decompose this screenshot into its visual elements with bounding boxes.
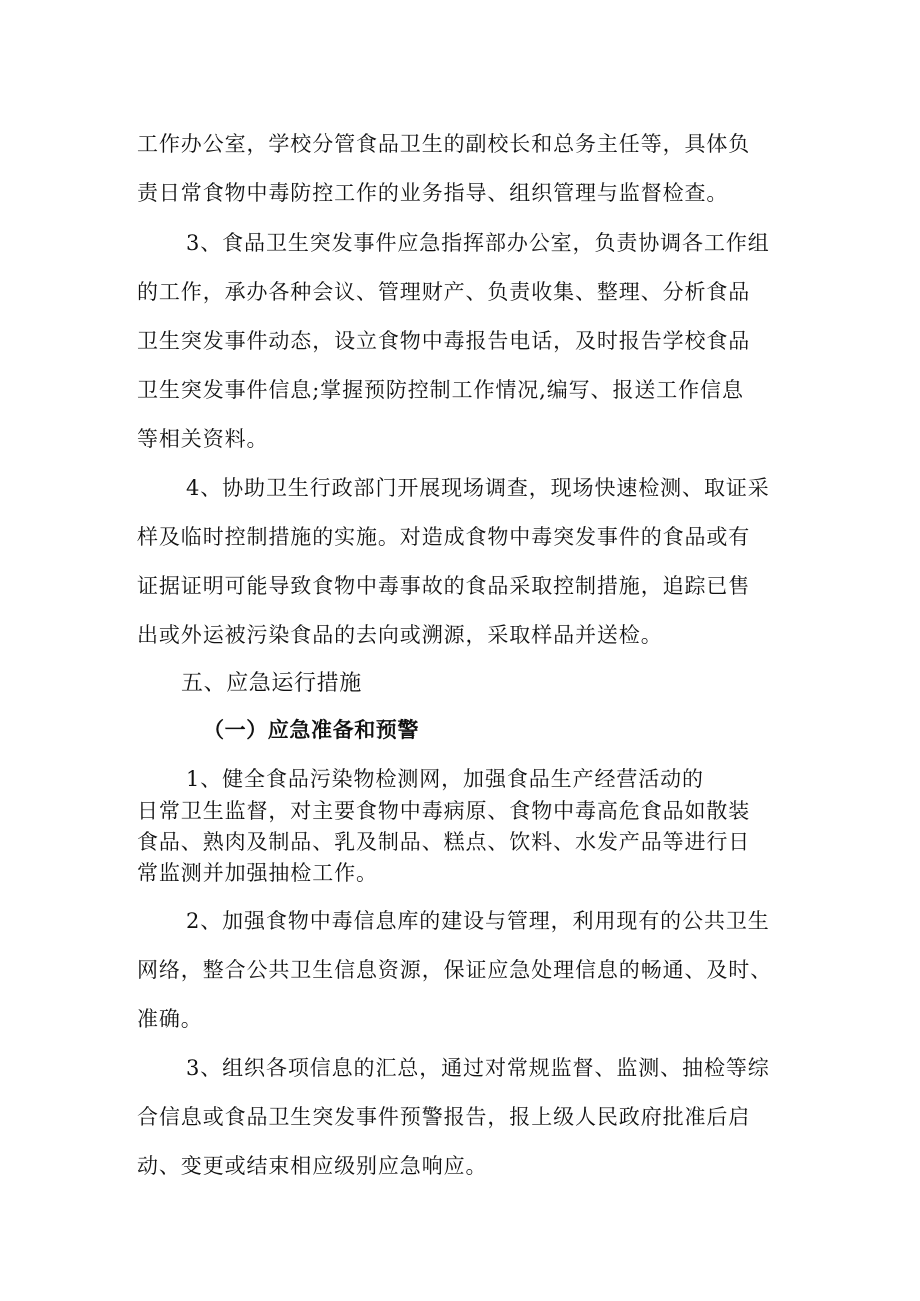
paragraph-line: 准确。 [137,1007,203,1031]
paragraph-line: 1、健全食品污染物检测网，加强食品生产经营活动的 [186,767,704,791]
subsection-heading: （一）应急准备和预警 [203,718,419,742]
paragraph-line: 2、加强食物中毒信息库的建设与管理，利用现有的公共卫生 [186,909,770,933]
paragraph-line: 工作办公室，学校分管食品卫生的副校长和总务主任等，具体负 [137,132,751,156]
paragraph-line: 3、组织各项信息的汇总，通过对常规监督、监测、抽检等综 [186,1056,770,1080]
paragraph-line: 卫生突发事件动态，设立食物中毒报告电话，及时报告学校食品 [137,329,751,353]
paragraph-line: 合信息或食品卫生突发事件预警报告，报上级人民政府批准后启 [137,1105,751,1129]
paragraph-line: 的工作，承办各种会议、管理财产、负责收集、整理、分析食品 [137,280,751,304]
section-heading: 五、应急运行措施 [181,671,362,696]
paragraph-line: 常监测并加强抽检工作。 [137,861,378,885]
paragraph-line: 等相关资料。 [137,427,269,451]
paragraph-line: 网络，整合公共卫生信息资源，保证应急处理信息的畅通、及时、 [137,958,773,982]
paragraph-line: 日常卫生监督，对主要食物中毒病原、食物中毒高危食品如散装 [137,799,751,823]
paragraph-line: 责日常食物中毒防控工作的业务指导、组织管理与监督检查。 [137,181,729,205]
paragraph-line: 4、协助卫生行政部门开展现场调查，现场快速检测、取证采 [186,476,770,500]
paragraph-line: 卫生突发事件信息;掌握预防控制工作情况,编写、报送工作信息 [137,378,744,402]
paragraph-line: 食品、熟肉及制品、乳及制品、糕点、饮料、水发产品等进行日 [137,830,751,854]
paragraph-line: 出或外运被污染食品的去向或溯源，采取样品并送检。 [137,623,663,647]
paragraph-line: 动、变更或结束相应级别应急响应。 [137,1154,488,1178]
paragraph-line: 证据证明可能导致食物中毒事故的食品采取控制措施，追踪已售 [137,574,751,598]
paragraph-line: 样及临时控制措施的实施。对造成食物中毒突发事件的食品或有 [137,525,751,549]
paragraph-line: 3、食品卫生突发事件应急指挥部办公室，负责协调各工作组 [186,231,770,255]
